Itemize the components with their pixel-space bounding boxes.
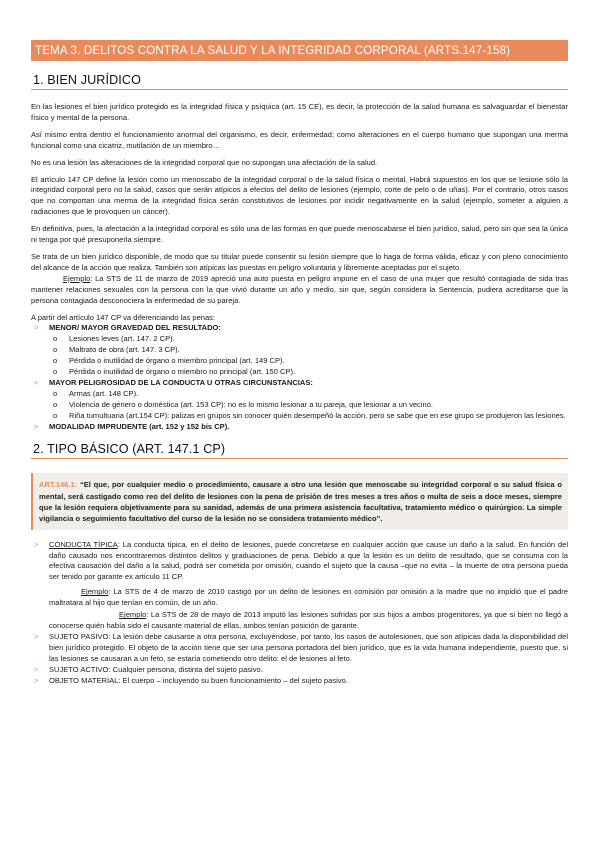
sub-list-item: o Maltrato de obra (art. 147. 3 CP). — [49, 345, 568, 356]
example-paragraph — [31, 587, 568, 609]
sub-list-item: o Violencia de género o doméstica (art. 153 CP): no es lo mismo lesionar a tu pareja, que lesionar a un vecino. — [49, 400, 568, 411]
item-text: : La lesión debe causarse a otra persona, excluyéndose, por tanto, los casos de autolesiones, que son atípicas dada la disponibilidad del bien jurídico protegido. El objeto de la acción tiene que ser una persona portadora del bien jurídico, que es la vida humana independiente, puesto que, si las lesiones se causaran a un feto, se estaría cometiendo otro delito: el de lesiones al feto. — [49, 631, 568, 663]
sub-list — [49, 389, 568, 422]
sub-list — [49, 334, 568, 378]
article-text: “El que, por cualquier medio o procedimiento, causare a otro una lesión que menoscabe su integridad corporal o su salud física o mental, será castigado como reo del delito de lesiones con la pena de prisión de tres meses a tres años o multa de seis a doce meses, siempre que la lesión requiera objetivamente para su sanidad, además de una primera asistencia facultativa, tratamiento médico o quirúrgico. La simple vigilancia o seguimiento facultativo del curso de la lesión no se considera tratamiento médico”. — [39, 480, 562, 524]
section-heading-tipo-basico: 2. TIPO BÁSICO (ART. 147.1 CP) — [31, 440, 568, 459]
example-text: : La STS de 4 de marzo de 2010 castigó por un delito de lesiones en comisión por omisión a la madre que no impidió que el padre maltratara al hijo que tenían en común, de un año. — [49, 587, 568, 608]
sub-list-item: o Lesiones leves (art. 147. 2 CP). — [49, 334, 568, 345]
article-label: ART.146.1: — [39, 480, 78, 490]
paragraph: En las lesiones el bien jurídico protegido es la integridad física y psíquica (art. 15 CE), es decir, la protección de la salud humana es salvaguardar el bienestar físico y mental de la persona. — [31, 102, 568, 122]
list-item — [31, 422, 568, 433]
paragraph: El artículo 147 CP define la lesión como un menoscabo de la integridad corporal o de la salud física o mental. Habrá supuestos en los que se lesione sólo la integridad corporal pero no la salud, casos que serán atípicos a efectos del delito de lesiones (ejemplo, corte de pelo o de uñas). Por el contrario, otros casos que no comportan una merma de la integridad física serán constitutivos de lesiones por incidir negativamente en la salud (ejemplo, someter a alguien a radiaciones que le provoquen un cáncer). — [31, 174, 568, 217]
document-page — [31, 40, 568, 686]
example-label: Ejemplo — [81, 587, 109, 597]
list-item-label: MENOR/ MAYOR GRAVEDAD DEL RESULTADO: — [49, 323, 221, 333]
elements-list — [31, 540, 568, 584]
paragraph: Se trata de un bien jurídico disponible, de modo que su titular puede consentir su lesión siempre que lo haga de forma válida, eficaz y con pleno conocimiento del alcance de la acción que realiza. También son atípicas las puestas en peligro voluntaria y libremente aceptadas por el sujeto. — [31, 251, 568, 272]
document-title: TEMA 3. DELITOS CONTRA LA SALUD Y LA INTEGRIDAD CORPORAL (ARTS.147-158) — [31, 40, 568, 61]
list-item-objeto-material — [31, 676, 568, 687]
sub-list-item: o Riña tumultuaria (art.154 CP): palizas en grupos sin conocer quién desempeñó la acción, pero se sabe que en ese grupo se produjeron las lesiones. — [49, 411, 568, 422]
legal-quote-box — [31, 473, 568, 529]
paragraph: Así mismo entra dentro el funcionamiento anormal del organismo, es decir, enfermedad; como alteraciones en el cuerpo humano que supongan una merma funcional como una cicatriz, mutilación de un miembro… — [31, 129, 568, 150]
item-text: : Cualquier persona, distinta del sujeto pasivo. — [108, 664, 263, 674]
item-label: SUJETO ACTIVO — [49, 664, 109, 674]
list-item — [31, 378, 568, 422]
list-item-sujeto-pasivo — [31, 632, 568, 665]
example-paragraph — [31, 274, 568, 307]
paragraph: No es una lesión las alteraciones de la integridad corporal que no supongan una afectación de la salud. — [31, 157, 378, 167]
sub-list-item: o Armas (art. 148 CP). — [49, 389, 568, 400]
list-item-label: MAYOR PELIGROSIDAD DE LA CONDUCTA U OTRAS CIRCUNSTANCIAS: — [49, 377, 313, 387]
paragraph: En definitiva, pues, la afectación a la integridad corporal es sólo una de las formas en que puede menoscabarse el bien jurídico, salud, pero sin que sea la única ni tenga por qué presuponerla siempre. — [31, 224, 568, 245]
item-label: OBJETO MATERIAL — [49, 675, 119, 685]
example-paragraph — [31, 610, 568, 632]
example-label: Ejemplo — [119, 610, 147, 620]
sub-list-item: o Pérdida o inutilidad de órgano o miembro no principal (art. 150 CP). — [49, 367, 568, 378]
section-heading-bien-juridico: 1. BIEN JURÍDICO — [31, 71, 568, 90]
elements-list — [31, 632, 568, 687]
item-text: : El cuerpo – incluyendo su buen funcionamiento – del sujeto pasivo. — [118, 675, 348, 685]
item-text: : La conducta típica, en el delito de lesiones, puede concretarse en cualquier acción que cause un daño a la salud. En función del daño causado nos encontraremos distintos delitos y graduaciones de pena. Debido a que la lesión es un delito de resultado, que se consuma con la efectiva causación del daño a la salud, podrá ser cometida por omisión, cuando el sujeto que la causa –que no evita – la muerte de otra persona pueda ser tenido por garante ex artículo 11 CP. — [49, 539, 569, 582]
sub-list-item: o Pérdida o inutilidad de órgano o miembro principal (art. 149 CP). — [49, 356, 568, 367]
item-label: CONDUCTA TÍPICA — [49, 539, 118, 549]
item-label: SUJETO PASIVO — [49, 631, 109, 641]
list-item — [31, 323, 568, 378]
list-item-sujeto-activo — [31, 665, 568, 676]
penalty-list — [31, 323, 568, 432]
example-text: : La STS de 11 de marzo de 2019 apreció una auto puesta en peligro impune en el caso de una mujer que resultó contagiada de sida tras mantener relaciones sexuales con la persona con la que vivió durante un año y medio, sin que, según considera la Sentencia, pudiera acreditarse que la persona contagiada desconociera la enfermedad de su pareja. — [31, 273, 568, 305]
example-label: Ejemplo — [63, 273, 91, 283]
example-text: : La STS de 28 de mayo de 2013 imputó las lesiones sufridas por sus hijos a ambos progenitores, ya que si bien no llegó a conocerse quién había sido el causante material de ellas, ambos tenían posición de garante. — [49, 610, 568, 630]
list-item-label: MODALIDAD IMPRUDENTE (art. 152 y 152 bis CP). — [49, 421, 230, 431]
paragraph: A partir del artículo 147 CP va diferenciando las penas: — [31, 312, 216, 322]
list-item-conducta — [31, 540, 568, 584]
